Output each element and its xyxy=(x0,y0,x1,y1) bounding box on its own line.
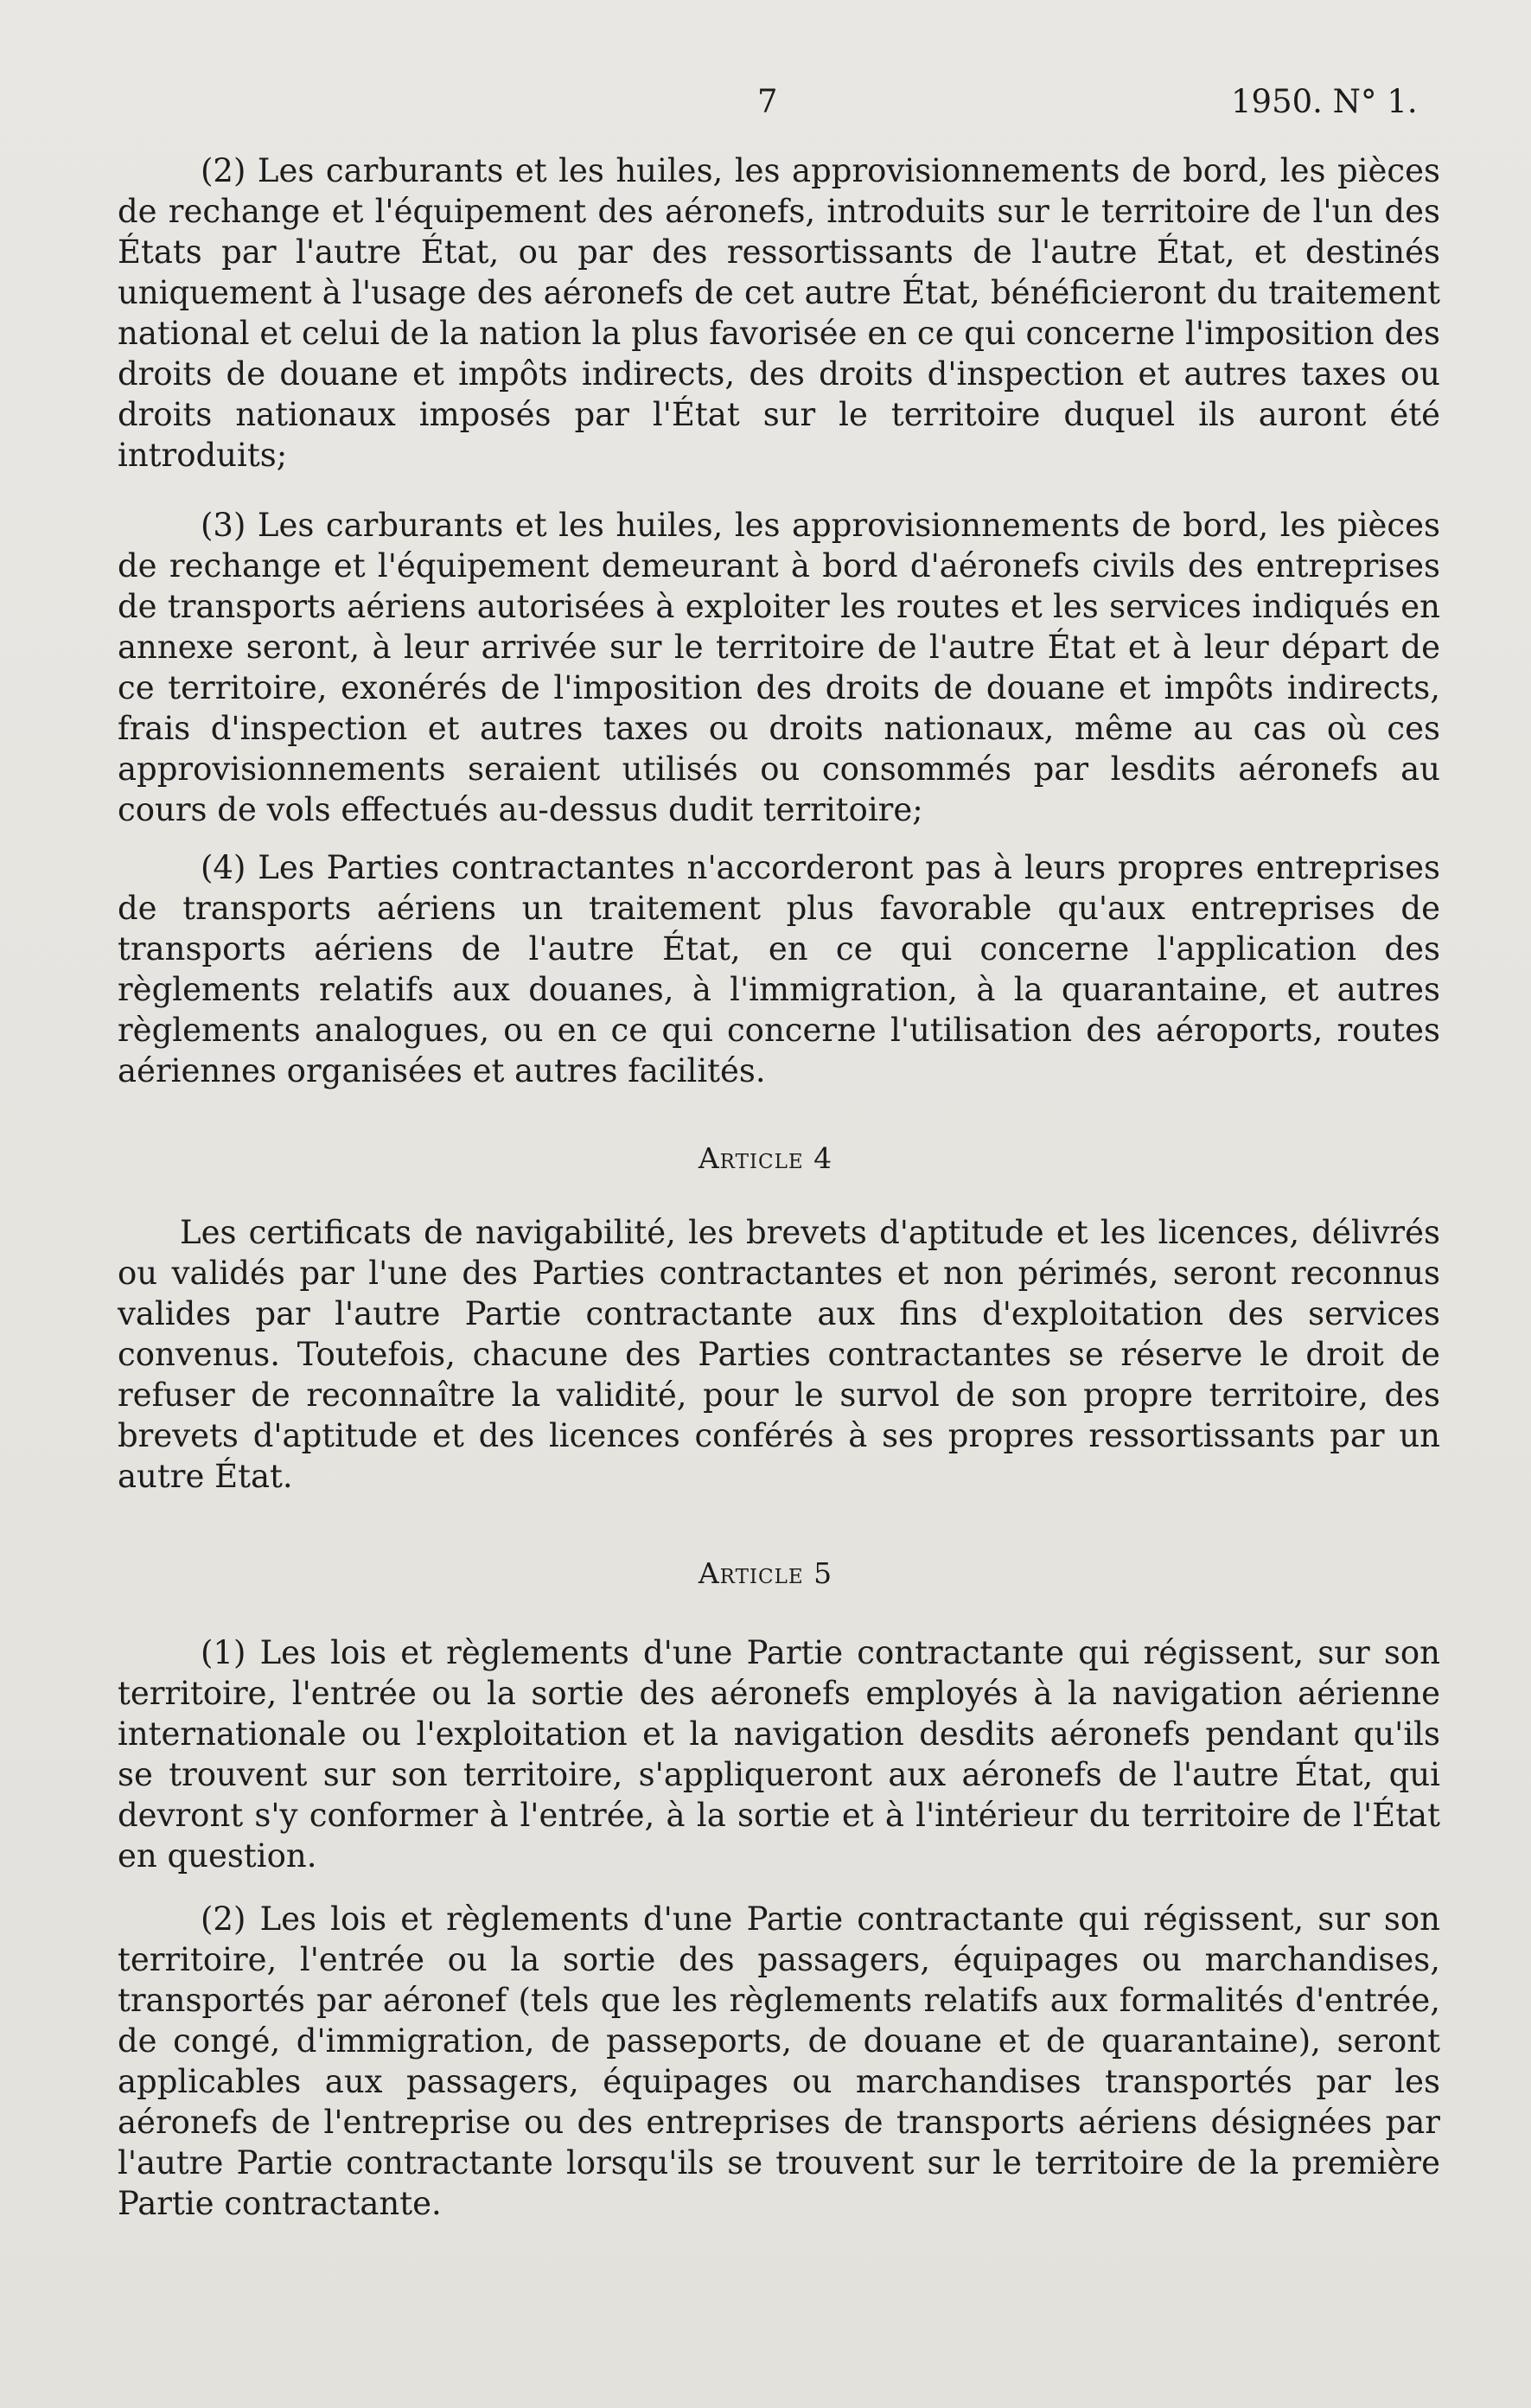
paragraph-text: (2) Les lois et règlements d'une Partie contractante qui régissent, sur son territoire, l'entrée ou la sortie des passagers, équipages ou marchandises, transportés par aéronef (tels que les règlements relatifs aux formalités d'entrée, de congé, d'immigration, de passeports, de douane et de quarantaine), seront applicables aux passagers, équipages ou marchandises transportés par les aéronefs de l'entreprise ou des entreprises de transports aériens désignées par l'autre Partie contractante lorsqu'ils se trouvent sur le territoire de la première Partie contractante. xyxy=(118,1900,1440,2222)
paragraph-3-supplies xyxy=(118,505,1440,830)
article-5-paragraph-1 xyxy=(118,1632,1440,1876)
paragraph-2-fuel xyxy=(118,150,1440,476)
paragraph-text: (3) Les carburants et les huiles, les approvisionnements de bord, les pièces de rechange et l'équipement demeurant à bord d'aéronefs civils des entreprises de transports aériens autorisées à exploiter les routes et les services indiqués en annexe seront, à leur arrivée sur le territoire de l'autre État et à leur départ de ce territoire, exonérés de l'imposition des droits de douane et impôts indirects, frais d'inspection et autres taxes ou droits nationaux, même au cas où ces approvisionnements seraient utilisés ou consommés par lesdits aéronefs au cours de vols effectués au-dessus dudit territoire; xyxy=(118,507,1440,828)
article-4-text xyxy=(118,1212,1440,1497)
page-header xyxy=(0,83,1531,135)
paragraph-text: (1) Les lois et règlements d'une Partie contractante qui régissent, sur son territoire, l'entrée ou la sortie des aéronefs employés à la navigation aérienne internationale ou l'exploitation et la navigation desdits aéronefs pendant qu'ils se trouvent sur son territoire, s'appliqueront aux aéronefs de l'autre État, qui devront s'y conformer à l'entrée, à la sortie et à l'intérieur du territoire de l'État en question. xyxy=(118,1634,1440,1875)
paragraph-text: (2) Les carburants et les huiles, les approvisionnements de bord, les pièces de rechange et l'équipement des aéronefs, introduits sur le territoire de l'un des États par l'autre État, ou par des ressortissants de l'autre État, et destinés uniquement à l'usage des aéronefs de cet autre État, bénéficieront du traitement national et celui de la nation la plus favorisée en ce qui concerne l'imposition des droits de douane et impôts indirects, des droits d'inspection et autres taxes ou droits nationaux imposés par l'État sur le territoire duquel ils auront été introduits; xyxy=(118,152,1440,474)
article-4-heading: Article 4 xyxy=(698,1141,833,1175)
paragraph-text: (4) Les Parties contractantes n'accorderont pas à leurs propres entreprises de transports aériens un traitement plus favorable qu'aux entreprises de transports aériens de l'autre État, en ce qui concerne l'application des règlements relatifs aux douanes, à l'immigration, à la quarantaine, et autres règlements analogues, ou en ce qui concerne l'utilisation des aéroports, routes aériennes organisées et autres facilités. xyxy=(118,849,1440,1089)
paragraph-text: Les certificats de navigabilité, les brevets d'aptitude et les licences, délivrés ou validés par l'une des Parties contractantes et non périmés, seront reconnus valides par l'autre Partie contractante aux fins d'exploitation des services convenus. Toutefois, chacune des Parties contractantes se réserve le droit de refuser de reconnaître la validité, pour le survol de son propre territoire, des brevets d'aptitude et des licences conférés à ses propres ressortissants par un autre État. xyxy=(118,1214,1440,1495)
paragraph-4-treatment xyxy=(118,847,1440,1091)
article-5-paragraph-2 xyxy=(118,1899,1440,2224)
document-reference: 1950. N° 1. xyxy=(1231,83,1418,120)
page-number: 7 xyxy=(757,83,778,120)
article-5-heading: Article 5 xyxy=(698,1556,833,1590)
